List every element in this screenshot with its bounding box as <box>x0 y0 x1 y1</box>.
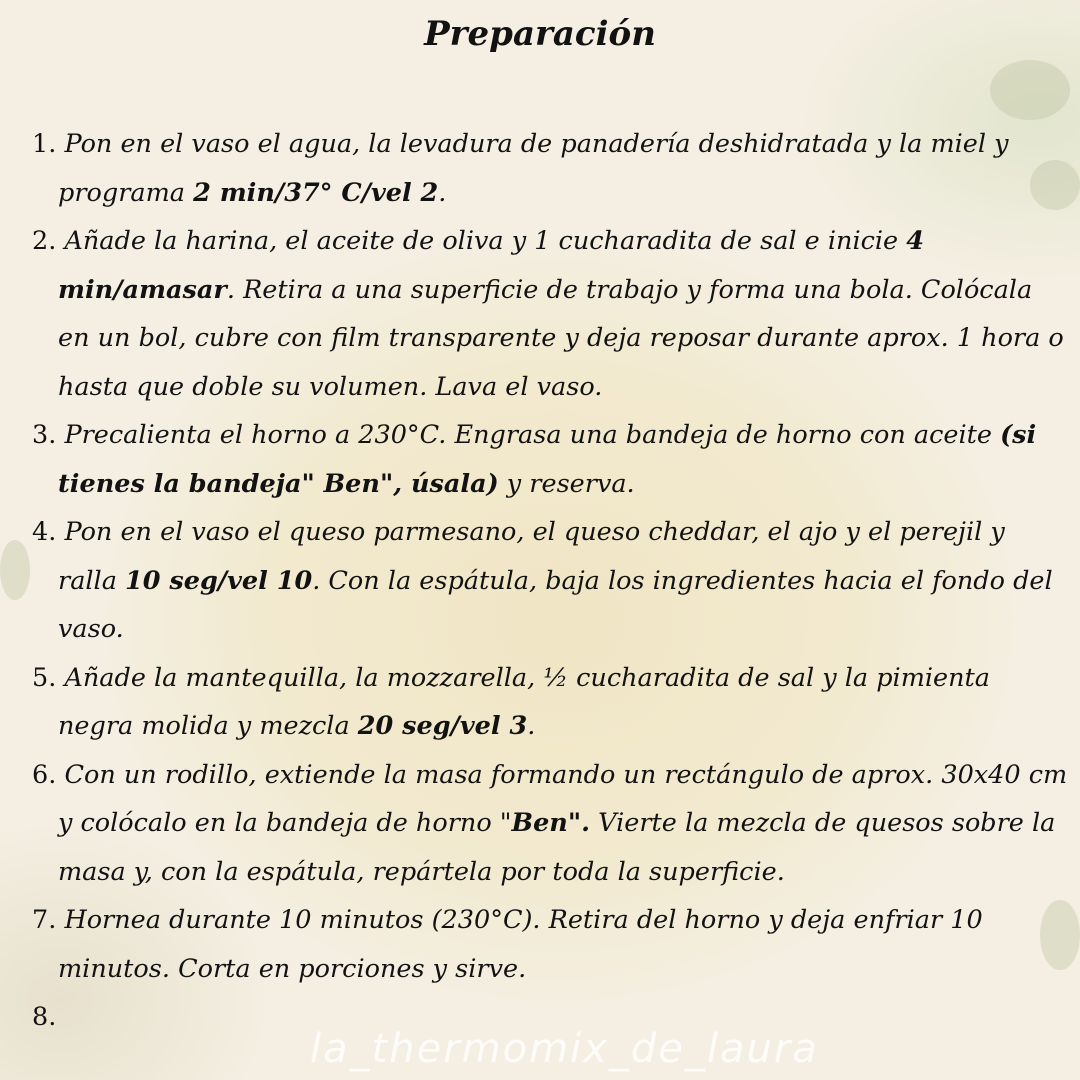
step-item <box>30 411 1070 508</box>
steps-list <box>30 120 1070 1042</box>
step-text: Añade la mantequilla, la mozzarella, ½ cucharadita de sal y la pimienta negra molida y mezcla <box>58 662 991 741</box>
step-text-tail: . <box>438 177 447 208</box>
step-number: 7. <box>32 905 57 935</box>
step-text: Añade la harina, el aceite de oliva y 1 cucharadita de sal e inicie <box>64 226 907 256</box>
step-setting: (si tienes la bandeja" Ben", úsala) <box>58 420 1037 499</box>
step-text-tail: . Con la espátula, baja los ingredientes hacia el fondo del vaso. <box>58 565 1053 644</box>
step-number: 6. <box>32 759 57 790</box>
step-text-tail: Vierte la mezcla de quesos sobre la masa y, con la espátula, repártela por toda la superficie. <box>58 808 1056 887</box>
step-number: 1. <box>32 129 57 159</box>
step-setting: 2 min/37° C/vel 2 <box>193 177 439 208</box>
step-text: Con un rodillo, extiende la masa formando un rectángulo de aprox. 30x40 cm y colócalo en la bandeja de horno " <box>58 759 1068 838</box>
step-text-tail: . Retira a una superficie de trabajo y forma una bola. Colócala en un bol, cubre con film transparente y deja reposar durante aprox. 1 hora o hasta que doble su volumen. Lava el vaso. <box>58 274 1064 402</box>
watermark: la_thermomix_de_laura <box>310 1026 819 1072</box>
step-item <box>30 120 1070 217</box>
step-number: 8. <box>32 1002 57 1032</box>
step-text-tail: . <box>527 711 536 741</box>
step-number: 3. <box>32 420 57 450</box>
step-item <box>30 654 1070 751</box>
step-text: Hornea durante 10 minutos (230°C). Retira del horno y deja enfriar 10 minutos. Corta en porciones y sirve. <box>58 905 983 984</box>
step-number: 5. <box>32 662 57 693</box>
step-setting: 20 seg/vel 3 <box>357 711 528 741</box>
step-item <box>30 508 1070 654</box>
page-title: Preparación <box>424 14 656 54</box>
step-item <box>30 751 1070 897</box>
step-number: 2. <box>32 226 57 256</box>
step-text-tail: y reserva. <box>498 468 635 499</box>
step-text: Precalienta el horno a 230°C. Engrasa una bandeja de horno con aceite <box>64 420 1001 450</box>
step-setting: 4 min/amasar <box>58 226 924 305</box>
step-item <box>30 896 1070 993</box>
step-number: 4. <box>32 517 57 547</box>
step-setting: Ben". <box>511 808 590 838</box>
step-item <box>30 217 1070 411</box>
step-text: Pon en el vaso el agua, la levadura de panadería deshidratada y la miel y programa <box>58 129 1009 208</box>
step-text: Pon en el vaso el queso parmesano, el queso cheddar, el ajo y el perejil y ralla <box>58 517 1005 596</box>
step-setting: 10 seg/vel 10 <box>125 565 313 596</box>
